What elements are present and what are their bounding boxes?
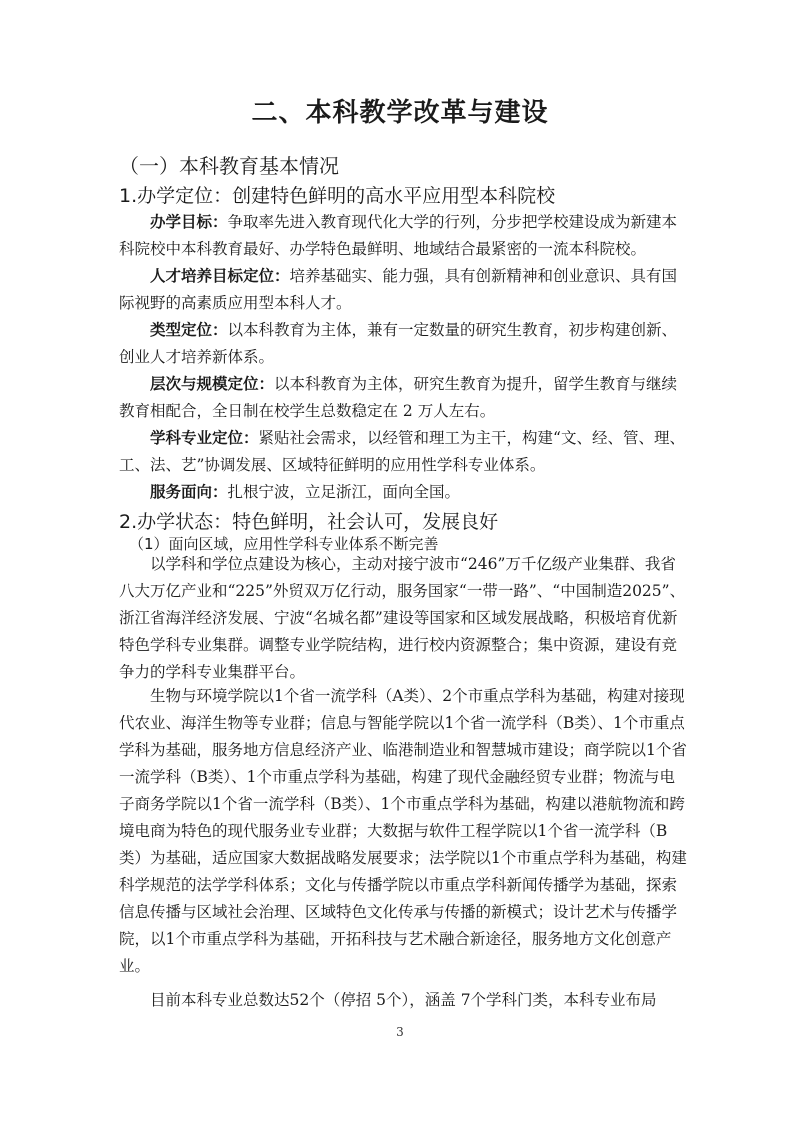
body-paragraph-1: 以学科和学位点建设为核心，主动对接宁波市“246”万千亿级产业集群、我省八大万亿产业和“225”外贸双万亿行动，服务国家“一带一路”、“中国制造2025”、浙江省海洋经济发展、宁波“名城名都”建设等国家和区域发展战略，积极培育优新特色学科专业集群。调整专业学院结构，进行校内资源整合；集中资源，建设有竞争力的学科专业集群平台。 bbox=[119, 555, 686, 681]
subheading-positioning: 1.办学定位：创建特色鲜明的高水平应用型本科院校 bbox=[119, 185, 556, 207]
goal-paragraph-4 bbox=[119, 371, 689, 425]
section-heading-1: （一）本科教育基本情况 bbox=[119, 154, 339, 178]
goal-paragraph-3 bbox=[119, 317, 689, 371]
goal-lead-4: 层次与规模定位： bbox=[150, 375, 275, 393]
goal-text-1: 争取率先进入教育现代化大学的行列，分步把学校建设成为新建本科院校中本科教育最好、办学特色最鲜明、地域结合最紧密的一流本科院校。 bbox=[119, 213, 678, 258]
goal-paragraph-5 bbox=[119, 425, 689, 479]
goal-lead-2: 人才培养目标定位： bbox=[150, 267, 290, 285]
page-title: 二、本科教学改革与建设 bbox=[251, 98, 549, 128]
goal-paragraph-1 bbox=[119, 209, 689, 263]
goal-lead-5: 学科专业定位： bbox=[150, 429, 259, 447]
goal-text-5: 紧贴社会需求，以经管和理工为主干，构建“文、经、管、理、工、法、艺”协调发展、区域特征鲜明的应用性学科专业体系。 bbox=[119, 429, 685, 474]
body-paragraph-2: 生物与环境学院以1个省一流学科（A类）、2个市重点学科为基础，构建对接现代农业、海洋生物等专业群；信息与智能学院以1个省一流学科（B类）、1个市重点学科为基础，服务地方信息经济产业、临港制造业和智慧城市建设；商学院以1个省一流学科（B类）、1个市重点学科为基础，构建了现代金融经贸专业群；物流与电子商务学院以1个省一流学科（B类）、1个市重点学科为基础，构建以港航物流和跨境电商为特色的现代服务业专业群；大数据与软件工程学院以1个省一流学科（B类）为基础，适应国家大数据战略发展要求；法学院以1个市重点学科为基础，构建科学规范的法学学科体系；文化与传播学院以市重点学科新闻传播学为基础，探索信息传播与区域社会治理、区域特色文化传承与传播的新模式；设计艺术与传播学院，以1个市重点学科为基础，开拓科技与艺术融合新途径，服务地方文化创意产业。 bbox=[119, 687, 687, 975]
goal-paragraph-2 bbox=[119, 263, 689, 317]
page-number: 3 bbox=[396, 1025, 404, 1039]
goal-text-4: 以本科教育为主体，研究生教育为提升，留学生教育与继续教育相配合，全日制在校学生总数稳定在 2 万人左右。 bbox=[119, 375, 678, 420]
subheading-regional: （1）面向区域，应用性学科专业体系不断完善 bbox=[129, 535, 439, 553]
goal-paragraph-6 bbox=[119, 479, 689, 506]
subheading-status: 2.办学状态：特色鲜明，社会认可，发展良好 bbox=[119, 511, 499, 533]
goal-text-3: 以本科教育为主体，兼有一定数量的研究生教育，初步构建创新、创业人才培养新体系。 bbox=[119, 321, 678, 366]
goal-lead-6: 服务面向： bbox=[150, 483, 228, 501]
goal-text-2: 培养基础实、能力强，具有创新精神和创业意识、具有国际视野的高素质应用型本科人才。 bbox=[119, 267, 678, 312]
goal-lead-3: 类型定位： bbox=[150, 321, 228, 339]
goal-lead-1: 办学目标： bbox=[150, 213, 228, 231]
body-paragraph-3: 目前本科专业总数达52个（停招 5个），涵盖 7个学科门类，本科专业布局 bbox=[150, 991, 657, 1009]
goal-text-6: 扎根宁波，立足浙江，面向全国。 bbox=[227, 483, 461, 501]
